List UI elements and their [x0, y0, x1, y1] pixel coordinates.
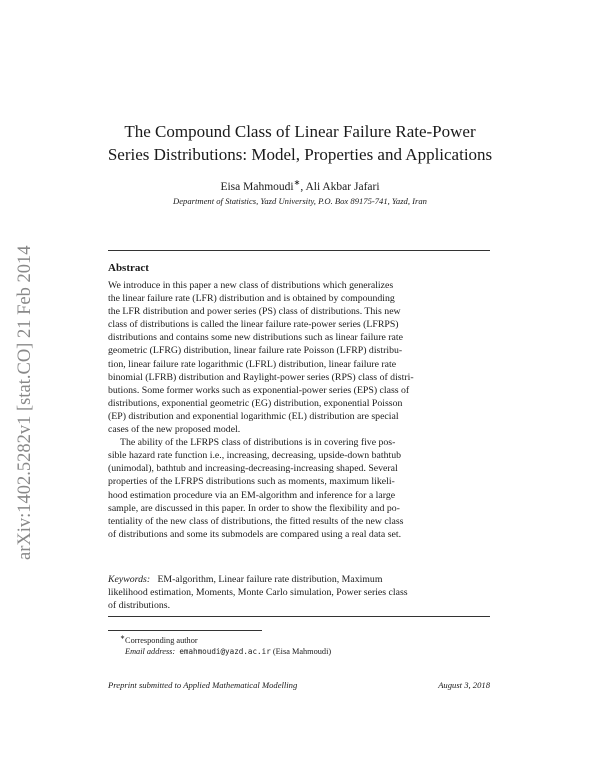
author-first: Eisa Mahmoudi: [220, 180, 294, 193]
keywords-section: [108, 573, 490, 612]
title-line-2: Series Distributions: Model, Properties and Applications: [107, 145, 493, 164]
abstract-line: sample, are discussed in this paper. In order to show the flexibility and po-: [108, 502, 400, 514]
keywords-line: [108, 573, 490, 586]
abstract-line: The ability of the LFRPS class of distributions is in covering five pos-: [120, 437, 396, 449]
abstract-line: tion, linear failure rate logarithmic (LFRL) distribution, linear failure rate: [108, 358, 397, 370]
abstract-line: the LFR distribution and power series (PS) class of distributions. This new: [108, 306, 401, 318]
email-address-link[interactable]: emahmoudi@yazd.ac.ir: [179, 647, 271, 657]
abstract-line: (unimodal), bathtub and increasing-decreasing-increasing shaped. Several: [108, 463, 398, 475]
keywords-line: likelihood estimation, Moments, Monte Carlo simulation, Power series class: [108, 587, 408, 599]
abstract-line: geometric (LFRG) distribution, linear failure rate Poisson (LFRP) distribu-: [108, 345, 403, 357]
author-separator: ,: [300, 180, 306, 193]
abstract-body: [108, 279, 490, 541]
abstract-bottom-rule: [108, 616, 490, 617]
preprint-date: August 3, 2018: [438, 680, 490, 690]
title-line-1: The Compound Class of Linear Failure Rate-Power: [124, 122, 476, 141]
abstract-line: the linear failure rate (LFR) distribution and is obtained by compounding: [108, 293, 395, 305]
abstract-line: hood estimation procedure via an EM-algorithm and inference for a large: [108, 489, 396, 501]
footnote-corresponding-text: Corresponding author: [125, 635, 198, 645]
paper-title: [90, 120, 510, 166]
arxiv-identifier-stamp: arXiv:1402.5282v1 [stat.CO] 21 Feb 2014: [15, 245, 35, 560]
email-label: Email address:: [125, 647, 176, 657]
abstract-line: tentiality of the new class of distributions, the fitted results of the new class: [108, 515, 404, 527]
corresponding-author-mark: ∗: [293, 178, 301, 187]
footnote-rule: [108, 630, 262, 631]
abstract-line: of distributions and some its submodels are compared using a real data set.: [108, 528, 402, 540]
footnote-email: [120, 646, 331, 658]
abstract-line: sible hazard rate function i.e., increasing, decreasing, upside-down bathtub: [108, 450, 401, 462]
email-owner: (Eisa Mahmoudi): [272, 647, 332, 657]
abstract-line: properties of the LFRPS distributions such as moments, maximum likeli-: [108, 476, 395, 488]
footnote-corresponding: [120, 633, 331, 646]
keywords-text: EM-algorithm, Linear failure rate distribution, Maximum: [157, 574, 383, 585]
abstract-line: cases of the new proposed model.: [108, 424, 241, 436]
abstract-line: butions. Some former works such as exponential-power series (EPS) class of: [108, 384, 410, 396]
abstract-line: class of distributions is called the linear failure rate-power series (LFRPS): [108, 319, 399, 331]
footnote-mark: ∗: [120, 635, 126, 641]
abstract-line: (EP) distribution and exponential logarithmic (EL) distribution are special: [108, 410, 399, 422]
affiliation: Department of Statistics, Yazd University, P.O. Box 89175-741, Yazd, Iran: [173, 196, 427, 206]
abstract-line: distributions and contains some new distributions such as linear failure rate: [108, 332, 403, 344]
footnote: [120, 633, 331, 658]
author-second: Ali Akbar Jafari: [305, 180, 380, 193]
keywords-label: Keywords:: [108, 574, 151, 585]
abstract-line: We introduce in this paper a new class of distributions which generalizes: [108, 280, 394, 291]
author-list: [90, 178, 510, 193]
abstract-line: binomial (LFRB) distribution and Raylight-power series (RPS) class of distri-: [108, 371, 414, 383]
abstract-top-rule: [108, 250, 490, 251]
preprint-note: Preprint submitted to Applied Mathematical Modelling: [108, 680, 298, 690]
keywords-line: of distributions.: [108, 600, 171, 612]
abstract-heading: Abstract: [108, 262, 149, 274]
abstract-line: distributions, exponential geometric (EG) distribution, exponential Poisson: [108, 397, 403, 409]
